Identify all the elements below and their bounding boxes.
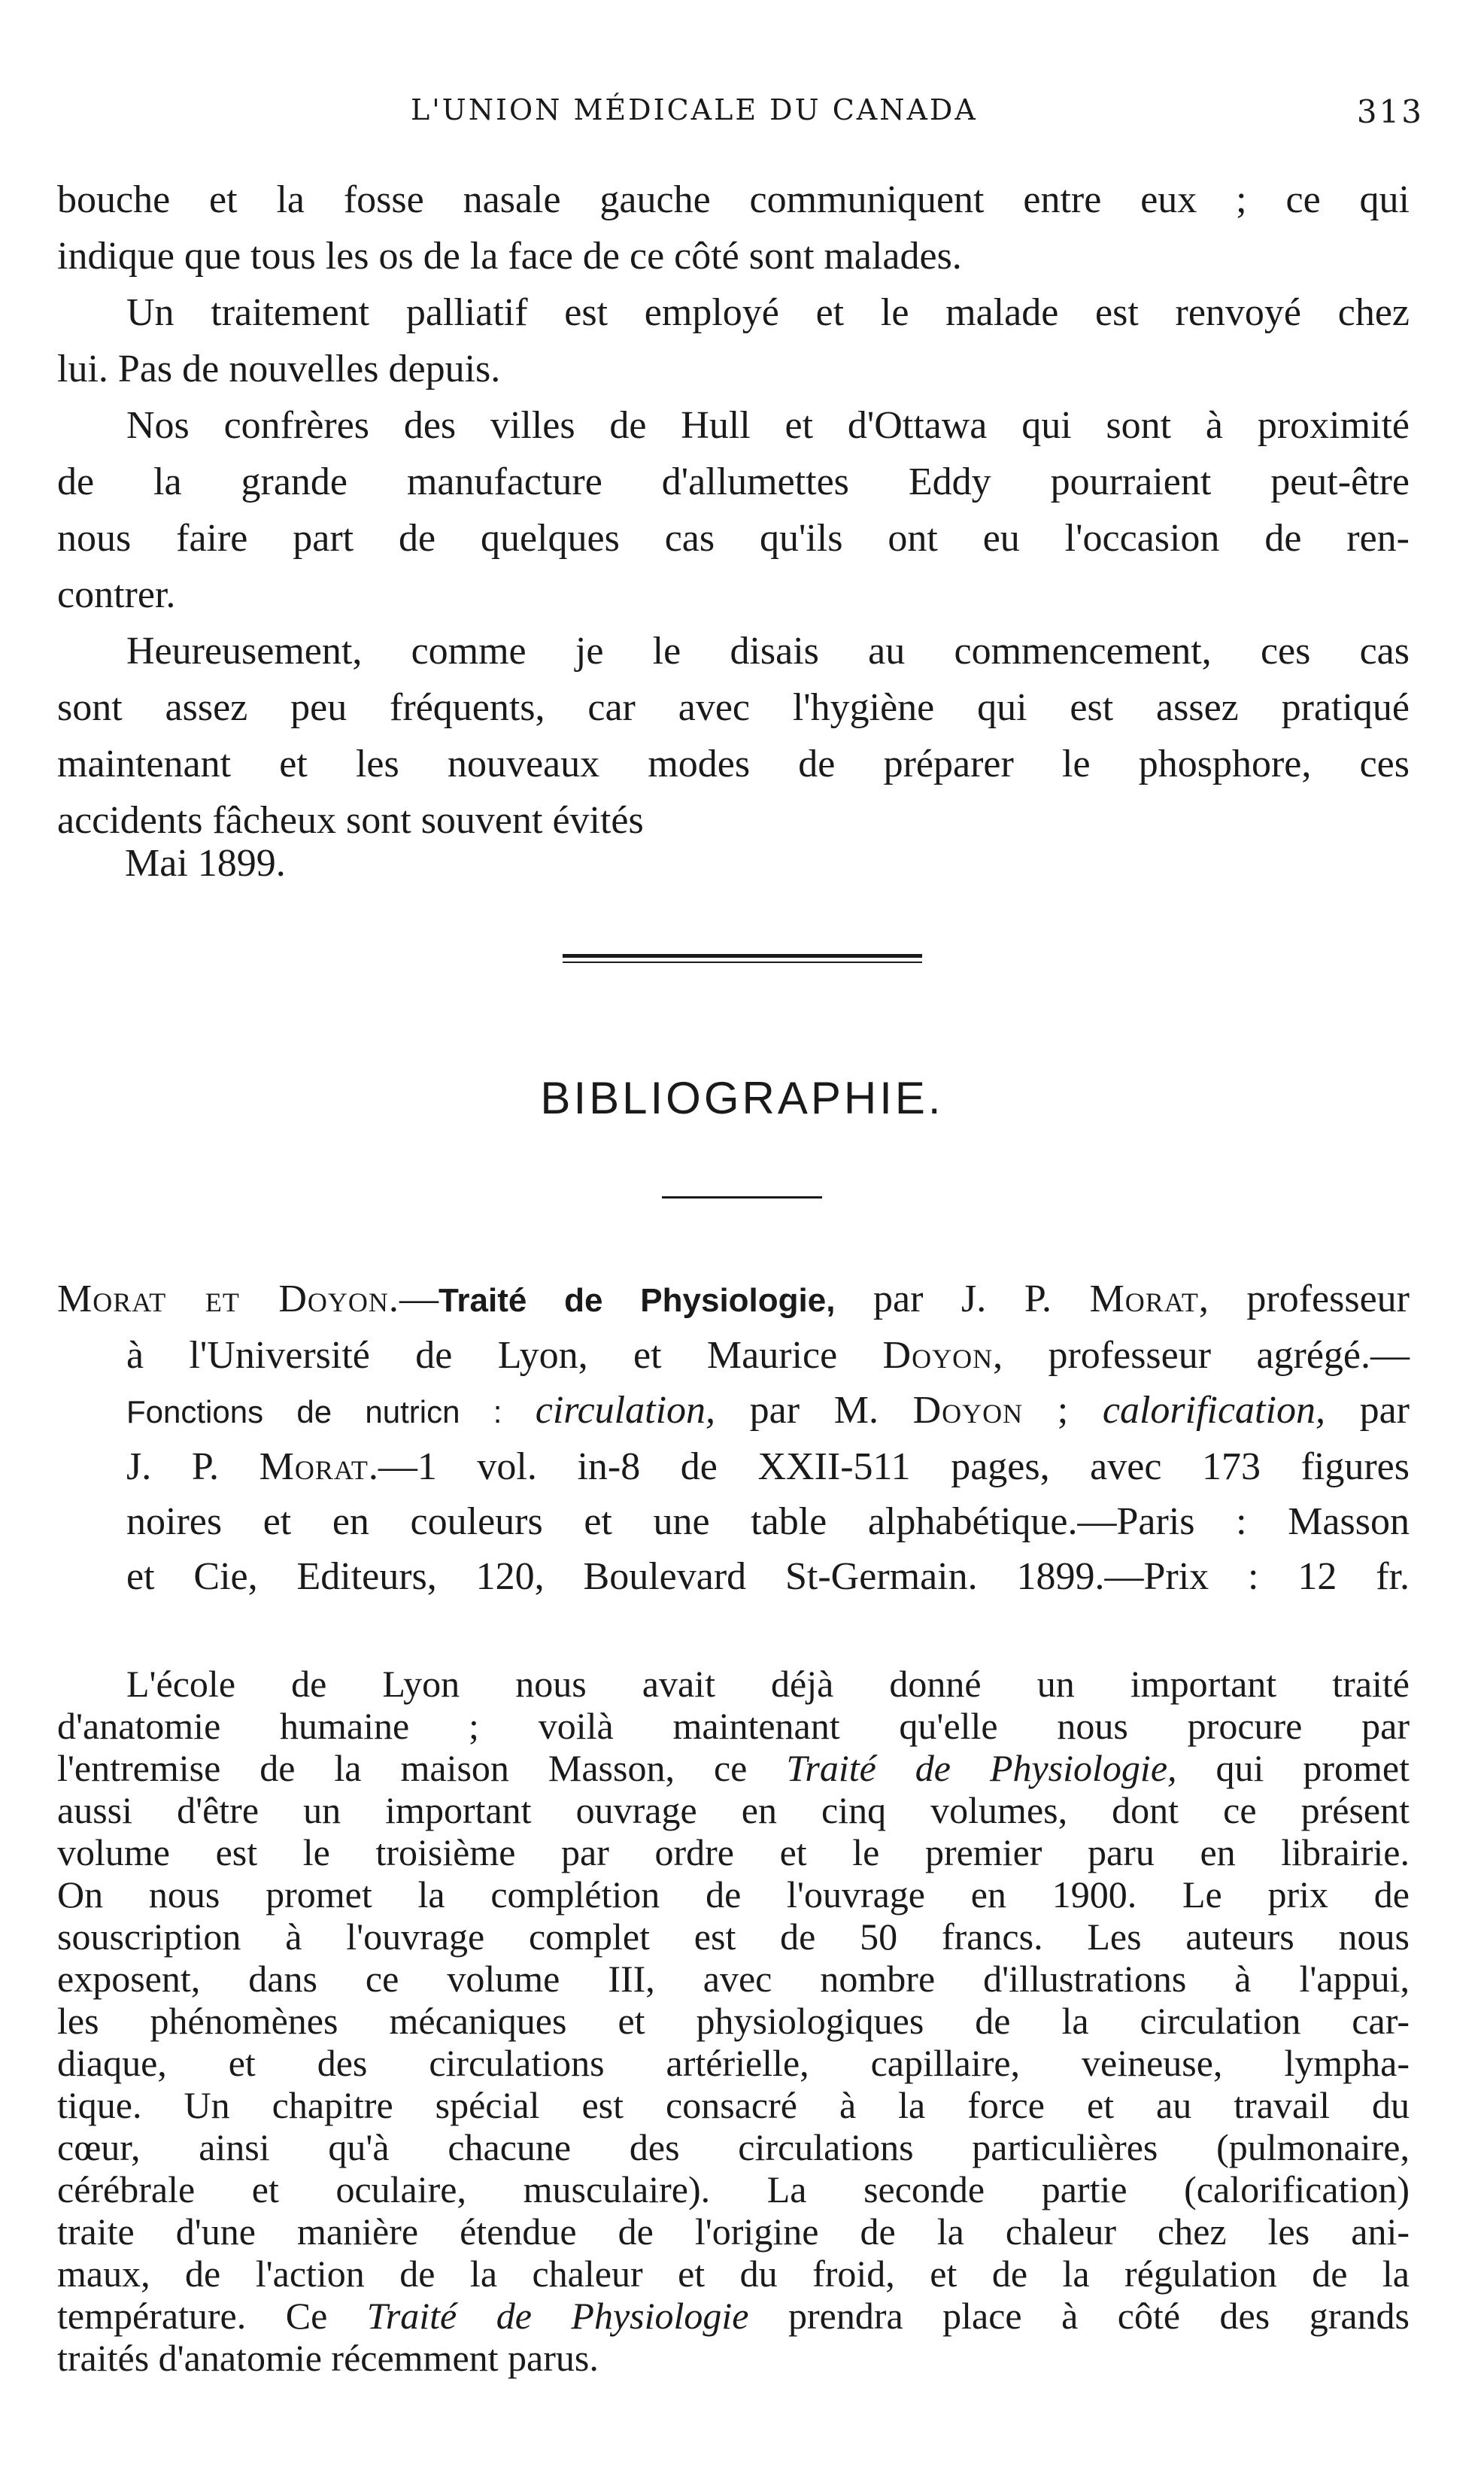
review-line: d'anatomie humaine ; voilà maintenant qu'elle nous procure par — [57, 1705, 1410, 1747]
text-line: contrer. — [57, 573, 176, 616]
review-line: cérébrale et oculaire, musculaire). La seconde partie (calorification) — [57, 2168, 1410, 2210]
author-name: Morat — [1089, 1278, 1199, 1320]
review-text: température. Ce — [57, 2295, 367, 2337]
reference-line — [57, 1271, 1410, 1328]
reference-text: , professeur agrégé.— — [993, 1334, 1410, 1377]
reference-line — [57, 1328, 1410, 1383]
reference-line: et Cie, Editeurs, 120, Boulevard St-Germain. 1899.—Prix : 12 fr. — [126, 1555, 1410, 1598]
reference-text: par — [1325, 1389, 1410, 1432]
reference-text: à l'Université de Lyon, et Maurice — [126, 1334, 883, 1377]
reference-line — [57, 1439, 1410, 1494]
review-line: On nous promet la complétion de l'ouvrage en 1900. Le prix de — [57, 1873, 1410, 1916]
author-name: Morat — [259, 1445, 369, 1488]
review-line: souscription à l'ouvrage complet est de 50 francs. Les auteurs nous — [57, 1916, 1410, 1958]
reference-text: ; — [1023, 1389, 1103, 1432]
section-divider-thin — [563, 962, 922, 963]
review-line: cœur, ainsi qu'à chacune des circulations particulières (pulmonaire, — [57, 2126, 1410, 2168]
article-date: Mai 1899. — [125, 842, 286, 885]
dash: — — [399, 1278, 439, 1320]
text-line: indique que tous les os de la face de ce côté sont malades. — [57, 235, 962, 278]
reference-subject: Fonctions de nutricn : — [126, 1394, 536, 1429]
text-line: sont assez peu fréquents, car avec l'hygiène qui est assez pratiqué — [57, 686, 1410, 729]
text-line: accidents fâcheux sont souvent évités — [57, 799, 644, 842]
review-text: qui promet — [1176, 1747, 1410, 1789]
review-line: L'école de Lyon nous avait déjà donné un important traité — [126, 1663, 1410, 1705]
review-paragraph — [57, 1663, 1410, 2379]
text-line: lui. Pas de nouvelles depuis. — [57, 348, 501, 390]
reference-authors: Morat et Doyon. — [57, 1278, 399, 1320]
review-line: tique. Un chapitre spécial est consacré à la force et au travail du — [57, 2084, 1410, 2126]
bibliography-reference — [57, 1271, 1410, 1604]
reference-text: .—1 vol. in-8 de XXII-511 pages, avec 173 figures — [368, 1445, 1410, 1488]
review-line — [57, 1747, 1410, 1789]
review-line: volume est le troisième par ordre et le premier paru en librairie. — [57, 1831, 1410, 1873]
page-number: 313 — [1356, 93, 1424, 130]
review-line: maux, de l'action de la chaleur et du froid, et de la régulation de la — [57, 2253, 1410, 2295]
review-line: traités d'anatomie récemment parus. — [57, 2337, 599, 2379]
reference-line — [57, 1383, 1410, 1439]
reference-topic: circulation, — [535, 1389, 716, 1432]
journal-title: L'UNION MÉDICALE DU CANADA — [411, 93, 978, 126]
text-line: nous faire part de quelques cas qu'ils ont eu l'occasion de ren- — [57, 517, 1410, 560]
review-line: les phénomènes mécaniques et physiologiques de la circulation car- — [57, 2000, 1410, 2042]
book-title: Traité de Physiologie — [366, 2295, 749, 2337]
text-line: Heureusement, comme je le disais au commencement, ces cas — [126, 630, 1410, 673]
review-text: prendra place à côté des grands — [748, 2295, 1410, 2337]
reference-topic: calorification, — [1102, 1389, 1325, 1432]
reference-text: , professeur — [1198, 1278, 1410, 1320]
author-name: Doyon — [912, 1389, 1024, 1432]
bibliography-heading: BIBLIOGRAPHIE. — [540, 1073, 944, 1123]
review-text: l'entremise de la maison Masson, ce — [57, 1747, 787, 1789]
reference-work-title: Traité de Physiologie, — [438, 1282, 836, 1319]
text-line: bouche et la fosse nasale gauche communiquent entre eux ; ce qui — [57, 178, 1410, 221]
section-divider-thick — [563, 954, 922, 958]
running-header — [57, 84, 1424, 137]
review-line: aussi d'être un important ouvrage en cinq volumes, dont ce présent — [57, 1789, 1410, 1831]
article-conclusion — [57, 172, 1410, 849]
book-title: Traité de Physiologie, — [786, 1747, 1177, 1789]
text-line: Un traitement palliatif est employé et le malade est renvoyé chez — [126, 291, 1410, 334]
reference-text: J. P. — [126, 1445, 259, 1488]
reference-line: noires et en couleurs et une table alphabétique.—Paris : Masson — [126, 1500, 1410, 1543]
reference-text: par M. — [715, 1389, 913, 1432]
text-line: de la grande manufacture d'allumettes Eddy pourraient peut-être — [57, 460, 1410, 503]
review-line — [57, 2295, 1410, 2337]
review-line: exposent, dans ce volume III, avec nombre d'illustrations à l'appui, — [57, 1958, 1410, 2000]
reference-text: par J. P. — [835, 1278, 1090, 1320]
text-line: maintenant et les nouveaux modes de préparer le phosphore, ces — [57, 743, 1410, 785]
heading-underline — [662, 1196, 822, 1199]
review-line: traite d'une manière étendue de l'origine de la chaleur chez les ani- — [57, 2210, 1410, 2253]
review-line: diaque, et des circulations artérielle, capillaire, veineuse, lympha- — [57, 2042, 1410, 2084]
author-name: Doyon — [882, 1334, 994, 1377]
text-line: Nos confrères des villes de Hull et d'Ottawa qui sont à proximité — [126, 404, 1410, 447]
